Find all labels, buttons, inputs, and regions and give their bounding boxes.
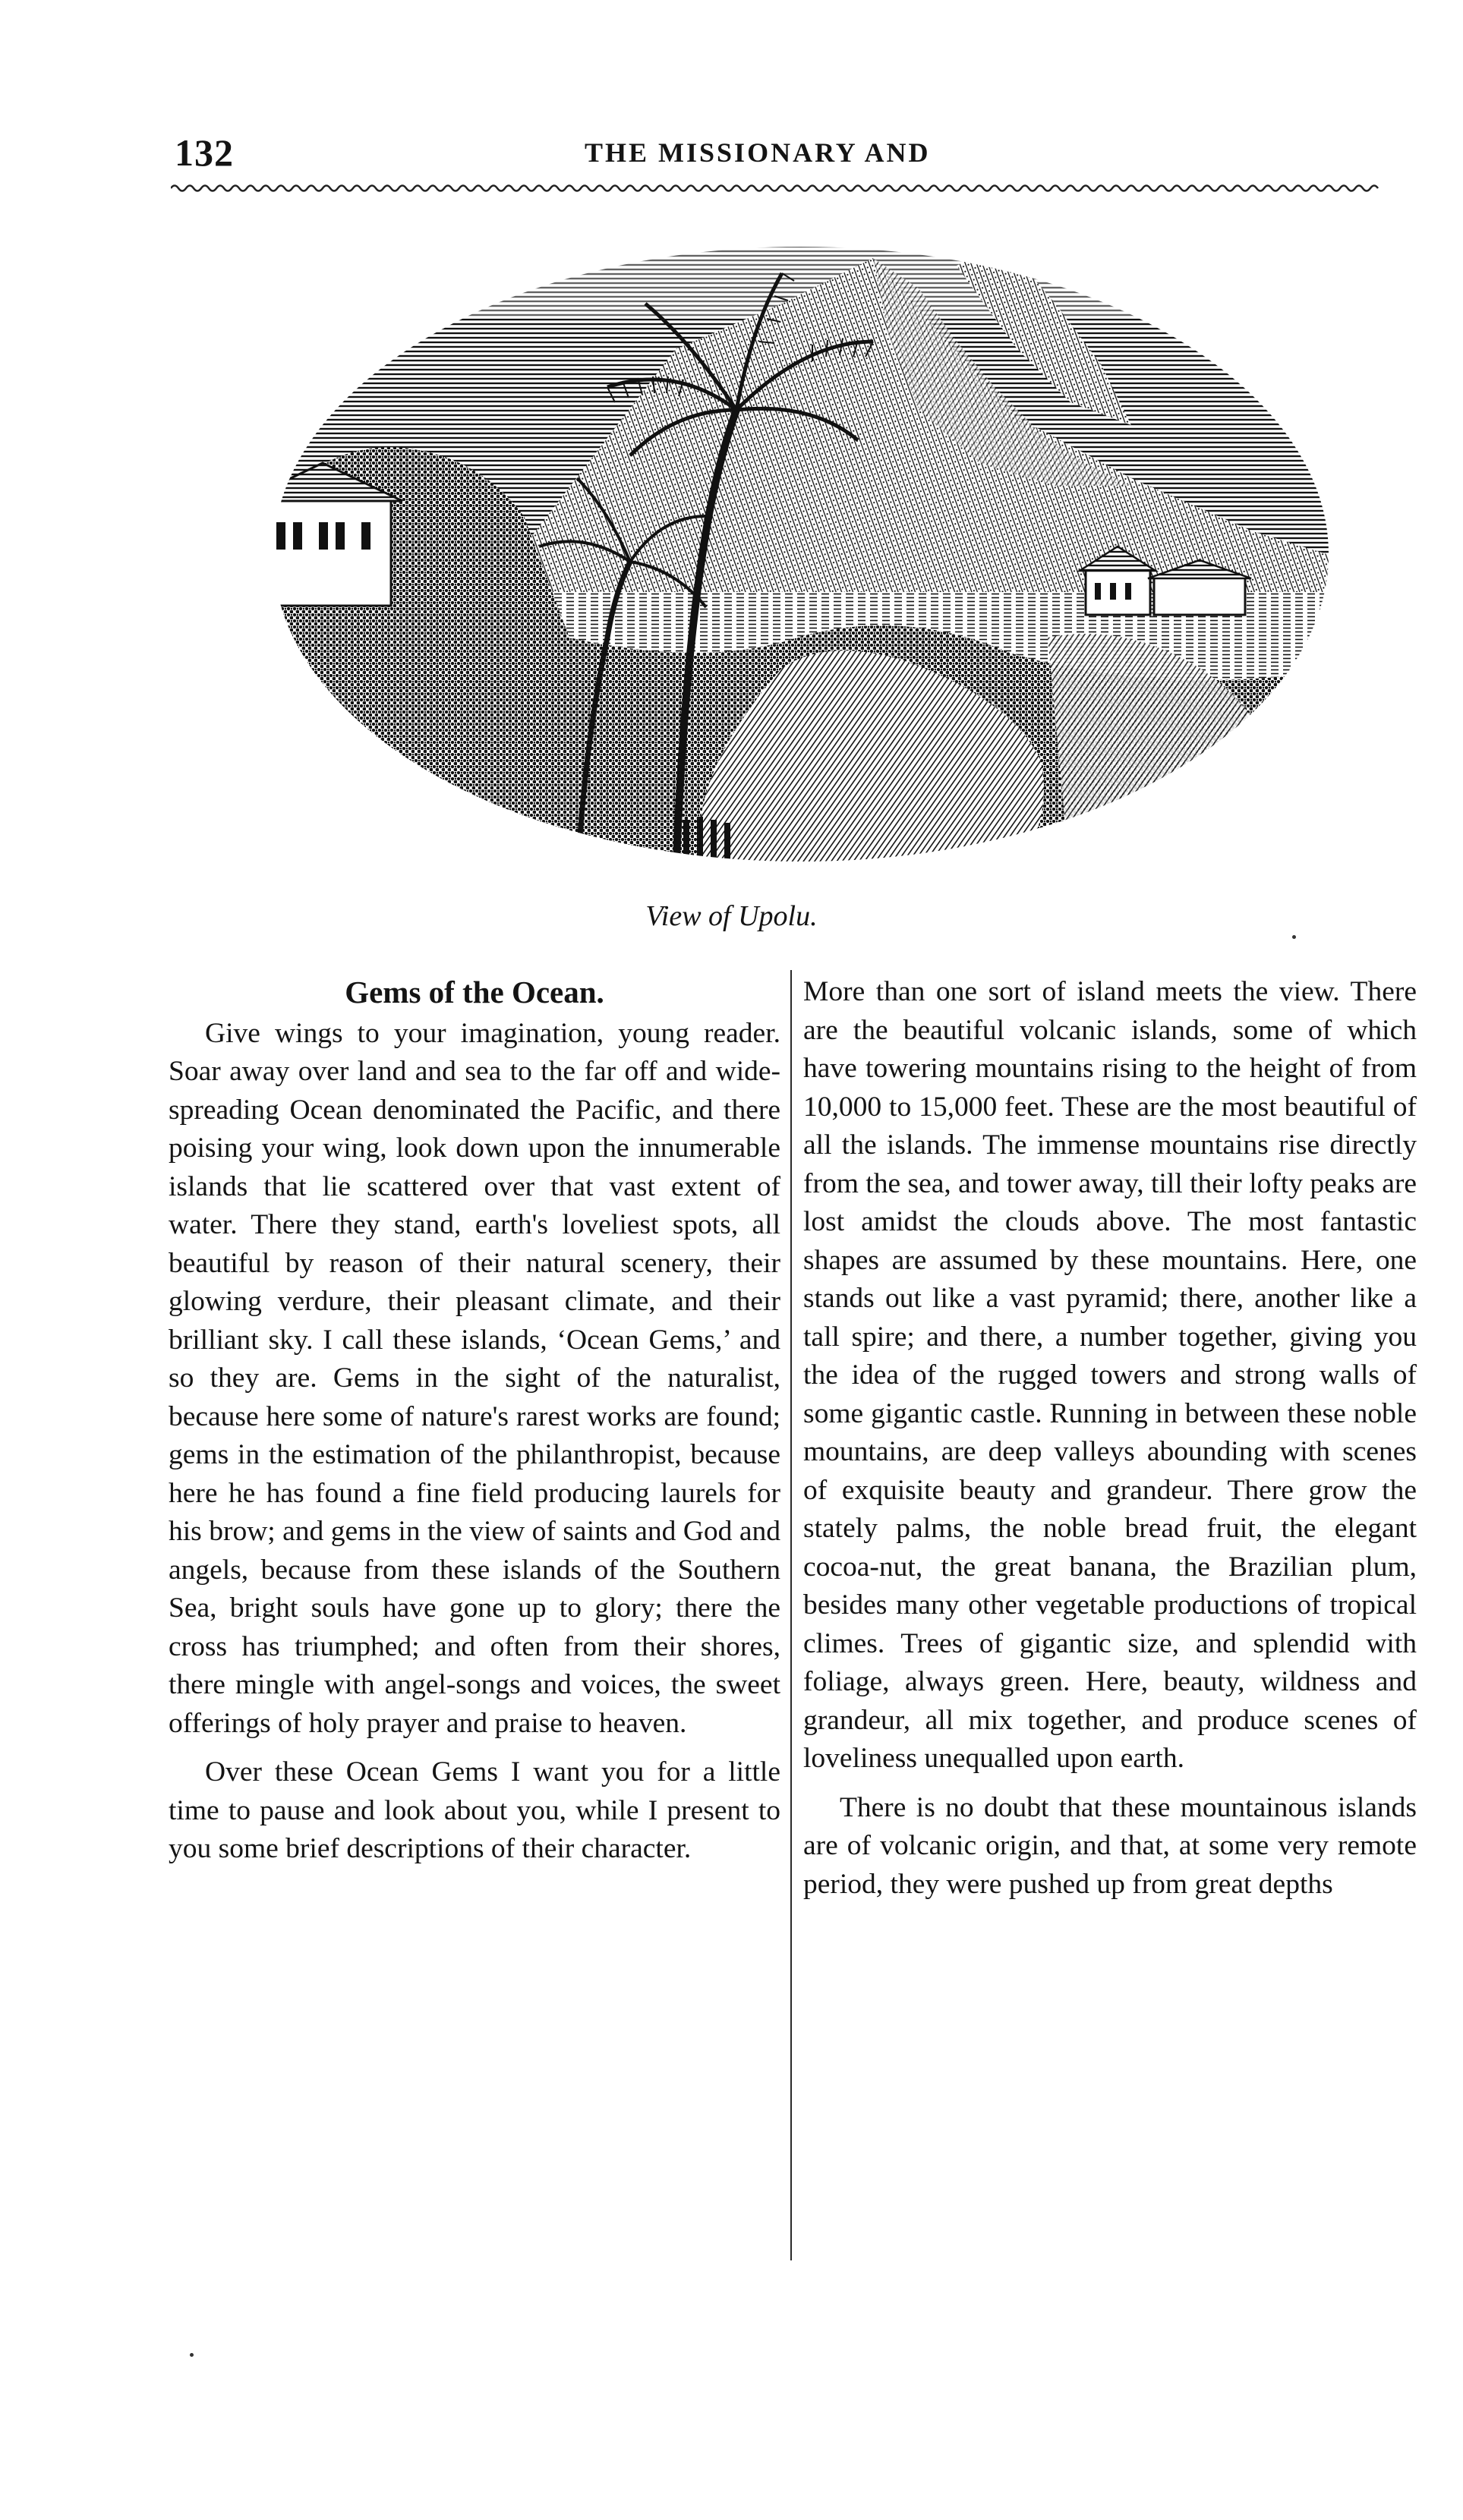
- illustration-caption: View of Upolu.: [645, 900, 818, 932]
- right-column: [803, 973, 1417, 1904]
- running-head: THE MISSIONARY AND: [585, 137, 931, 168]
- ink-speck: [1292, 935, 1296, 939]
- ink-speck: [190, 2353, 194, 2357]
- paragraph: There is no doubt that these mountainous islands are of volcanic origin, and that, at some very remote period, they were pushed up from great depths: [803, 1791, 1417, 1900]
- wavy-rule-divider: [171, 181, 1386, 196]
- paragraph: Give wings to your imagination, young reader. Soar away over land and sea to the far off and wide-spreading Ocean denominated the Pacific, and there poising your wing, look down upon the innumerable islands that lie scattered over that vast extent of water. There they stand, earth's loveliest spots, all beautiful by reason of their natural scenery, their glowing verdure, their pleasant climate, and their brilliant sky. I call these islands, ‘Ocean Gems,’ and so they are. Gems in the sight of the naturalist, because here some of nature's rarest works are found; gems in the estimation of the philanthropist, because here he has found a fine field producing laurels for his brow; and gems in the view of saints and God and angels, because from these islands of the Southern Sea, bright souls have gone up to glory; there the cross has triumphed; and often from their shores, there mingle with angel-songs and voices, the sweet offerings of holy prayer and praise to heaven.: [169, 1017, 780, 1739]
- upolu-engraving: [251, 213, 1351, 880]
- paragraph: More than one sort of island meets the view. There are the beautiful volcanic islands, some of which have towering mountains rising to the height of from 10,000 to 15,000 feet. These are the most beautiful of all the islands. The immense mountains rise directly from the sea, and tower away, till their lofty peaks are lost amidst the clouds above. The most fantastic shapes are assumed by these mountains. Here, one stands out like a vast pyramid; there, another like a tall spire; and there, a number together, giving you the idea of the rugged towers and strong walls of some gigantic castle. Running in between these noble mountains, are deep valleys abounding with scenes of exquisite beauty and grandeur. There grow the stately palms, the noble bread fruit, the elegant cocoa-nut, the great banana, the Brazilian plum, besides many other vegetable productions of tropical climes. Trees of gigantic size, and splendid with foliage, always green. Here, beauty, wildness and grandeur, all mix together, and produce scenes of loveliness unequalled upon earth.: [803, 976, 1417, 1774]
- article-heading: Gems of the Ocean.: [345, 975, 604, 1010]
- page-header: [175, 131, 1374, 176]
- paragraph: Over these Ocean Gems I want you for a little time to pause and look about you, while I present to you some brief descriptions of their character.: [169, 1756, 780, 1864]
- column-divider: [790, 970, 792, 2260]
- page-number: 132: [175, 131, 234, 174]
- left-column: [169, 973, 780, 1869]
